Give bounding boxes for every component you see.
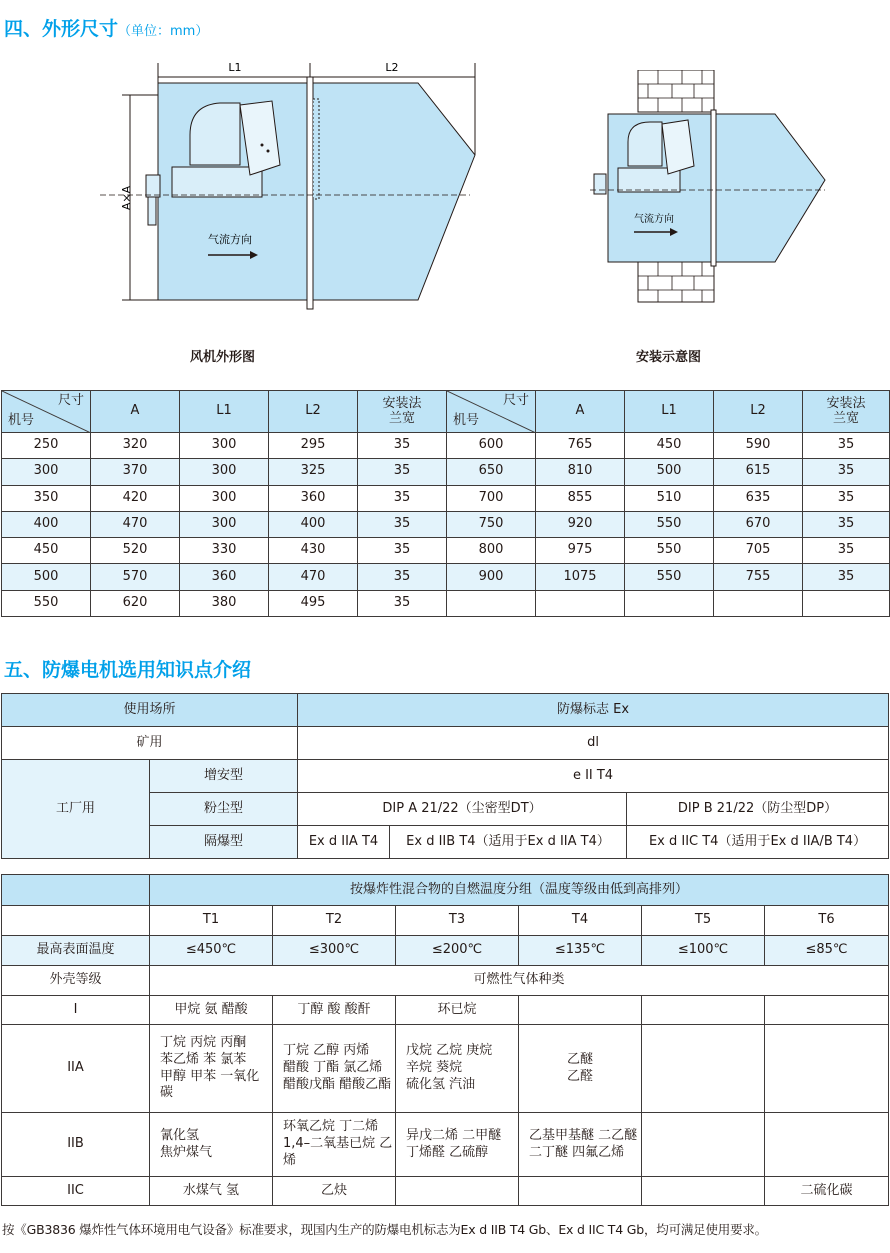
airflow-label-left: 气流方向 (208, 233, 252, 246)
cell-fp-c: Ex d IIC T4（适用于Ex d IIA/B T4） (627, 826, 889, 859)
shell-grade: I (2, 996, 150, 1025)
col-header-flange: 安装法兰宽 (358, 391, 447, 433)
table-cell: 450 (625, 433, 714, 459)
table-cell: 430 (269, 538, 358, 564)
shell-grade: IIA (2, 1025, 150, 1113)
gas-cell: 水煤气 氢 (150, 1177, 273, 1206)
table-cell: 635 (714, 485, 803, 511)
table-cell: 550 (625, 564, 714, 590)
ex-mark-table (1, 693, 889, 859)
gas-cell: 丁烷 乙醇 丙烯 醋酸 丁酯 氯乙烯 醋酸戊酯 醋酸乙酯 (273, 1025, 396, 1113)
table-row (2, 485, 890, 511)
table-cell: 705 (714, 538, 803, 564)
cell-dust-a: DIP A 21/22（尘密型DT） (298, 793, 627, 826)
gas-cell (765, 996, 889, 1025)
table-cell: 550 (625, 538, 714, 564)
corner-model-label: 机号 (453, 413, 480, 429)
class-corner (2, 906, 150, 936)
table-cell: 300 (2, 459, 91, 485)
table-cell: 470 (91, 511, 180, 537)
table-cell: 755 (714, 564, 803, 590)
table-cell: 360 (269, 485, 358, 511)
section4-title-text: 四、外形尺寸 (4, 18, 119, 40)
corner-header-right (447, 391, 536, 433)
cell-mine-mark: dl (298, 727, 889, 760)
gas-cell (642, 1025, 765, 1113)
table-cell: 750 (447, 511, 536, 537)
gas-cell: 乙醚 乙醛 (519, 1025, 642, 1113)
temp-class-t4: T4 (519, 906, 642, 936)
table-cell: 360 (180, 564, 269, 590)
table-cell: 35 (803, 564, 890, 590)
table-cell: 35 (358, 433, 447, 459)
caption-installation: 安装示意图 (636, 350, 702, 365)
table-cell: 300 (180, 511, 269, 537)
cell-increased-safety: 增安型 (150, 760, 298, 793)
table-cell: 35 (803, 459, 890, 485)
table-cell: 350 (2, 485, 91, 511)
corner-model-label: 机号 (8, 413, 35, 429)
cell-dust: 粉尘型 (150, 793, 298, 826)
table-row (2, 433, 890, 459)
table-cell (447, 590, 536, 616)
dim-axa-label: A×A (120, 185, 133, 211)
max-temp-value: ≤100℃ (642, 936, 765, 966)
header-use-place: 使用场所 (2, 694, 298, 727)
corner-header-left (2, 391, 91, 433)
col-header-a: A (536, 391, 625, 433)
temp-class-t6: T6 (765, 906, 889, 936)
caption-fan-outline: 风机外形图 (190, 350, 256, 365)
table-cell: 35 (358, 485, 447, 511)
gas-row (2, 1177, 889, 1206)
installation-drawing (590, 70, 850, 310)
max-temp-label: 最高表面温度 (2, 936, 150, 966)
table-cell: 975 (536, 538, 625, 564)
temp-class-t3: T3 (396, 906, 519, 936)
gas-cell: 乙基甲基醚 二乙醚 二丁醚 四氟乙烯 (519, 1113, 642, 1177)
table-row (2, 564, 890, 590)
table-cell: 35 (803, 433, 890, 459)
table-cell: 380 (180, 590, 269, 616)
table-cell: 320 (91, 433, 180, 459)
gas-cell (765, 1025, 889, 1113)
gas-cell (642, 1113, 765, 1177)
dim-l1-label: L1 (228, 61, 242, 74)
temp-class-t1: T1 (150, 906, 273, 936)
gas-cell: 丁烷 丙烷 丙酮 苯乙烯 苯 氯苯 甲醇 甲苯 一氧化碳 (150, 1025, 273, 1113)
col-header-l1: L1 (180, 391, 269, 433)
cell-dust-b: DIP B 21/22（防尘型DP） (627, 793, 889, 826)
cell-fp-a: Ex d IIA T4 (298, 826, 390, 859)
gas-cell: 甲烷 氨 醋酸 (150, 996, 273, 1025)
cell-mine: 矿用 (2, 727, 298, 760)
dim-l2-label: L2 (385, 61, 399, 74)
table-cell: 920 (536, 511, 625, 537)
gas-row (2, 996, 889, 1025)
table-cell: 620 (91, 590, 180, 616)
table-cell: 520 (91, 538, 180, 564)
gas-cell: 异戊二烯 二甲醚 丁烯醛 乙硫醇 (396, 1113, 519, 1177)
col-header-flange: 安装法兰宽 (803, 391, 890, 433)
table-cell: 550 (625, 511, 714, 537)
gas-cell (519, 1177, 642, 1206)
gas-cell: 丁醇 酸 酸酐 (273, 996, 396, 1025)
table-cell: 35 (358, 564, 447, 590)
shell-grade-label: 外壳等级 (2, 966, 150, 996)
table-cell: 500 (2, 564, 91, 590)
table-cell: 450 (2, 538, 91, 564)
table-cell: 35 (358, 590, 447, 616)
fan-outline-drawing (100, 55, 580, 325)
table-cell: 570 (91, 564, 180, 590)
table-row (2, 538, 890, 564)
table-cell (714, 590, 803, 616)
gas-row (2, 1113, 889, 1177)
table-row (2, 459, 890, 485)
table-cell: 295 (269, 433, 358, 459)
table-cell (625, 590, 714, 616)
temp-class-t5: T5 (642, 906, 765, 936)
airflow-label-right: 气流方向 (634, 214, 674, 225)
corner-size-label: 尺寸 (502, 393, 529, 408)
table-cell: 35 (358, 538, 447, 564)
table-cell: 370 (91, 459, 180, 485)
col-header-l2: L2 (269, 391, 358, 433)
group-title: 按爆炸性混合物的自燃温度分组（温度等级由低到高排列） (150, 875, 889, 906)
table-cell: 250 (2, 433, 91, 459)
cell-increased-mark: e II T4 (298, 760, 889, 793)
table-cell: 35 (803, 485, 890, 511)
table-cell: 300 (180, 485, 269, 511)
gas-cell: 二硫化碳 (765, 1177, 889, 1206)
table-cell: 500 (625, 459, 714, 485)
table-cell: 600 (447, 433, 536, 459)
table-cell: 855 (536, 485, 625, 511)
gas-cell (765, 1113, 889, 1177)
table-row (2, 590, 890, 616)
gas-cell: 环氧乙烷 丁二烯 1,4–二氧基已烷 乙烯 (273, 1113, 396, 1177)
table-cell: 470 (269, 564, 358, 590)
table-cell: 35 (803, 538, 890, 564)
table-cell: 670 (714, 511, 803, 537)
table-cell: 650 (447, 459, 536, 485)
gas-cell (519, 996, 642, 1025)
table-cell: 325 (269, 459, 358, 485)
gas-cell: 乙炔 (273, 1177, 396, 1206)
section4-unit: （单位：mm） (118, 24, 209, 39)
table-cell: 550 (2, 590, 91, 616)
gas-cell: 氰化氢 焦炉煤气 (150, 1113, 273, 1177)
col-header-l2: L2 (714, 391, 803, 433)
table-cell: 400 (269, 511, 358, 537)
footnote: 按《GB3836 爆炸性气体环境用电气设备》标准要求，现国内生产的防爆电机标志为Ex d IIB T4 Gb、Ex d IIC T4 Gb，均可满足使用要求。 (2, 1222, 767, 1237)
gas-row (2, 1025, 889, 1113)
cell-fp-b: Ex d IIB T4（适用于Ex d IIA T4） (390, 826, 627, 859)
table-cell (803, 590, 890, 616)
shell-grade: IIC (2, 1177, 150, 1206)
gas-cell: 戊烷 乙烷 庚烷 辛烷 葵烷 硫化氢 汽油 (396, 1025, 519, 1113)
group-corner (2, 875, 150, 906)
cell-flameproof: 隔爆型 (150, 826, 298, 859)
table-cell: 35 (358, 511, 447, 537)
cell-factory: 工厂用 (2, 760, 150, 859)
table-cell: 495 (269, 590, 358, 616)
table-cell: 300 (180, 433, 269, 459)
table-cell: 590 (714, 433, 803, 459)
table-cell: 35 (803, 511, 890, 537)
table-cell: 330 (180, 538, 269, 564)
max-temp-value: ≤450℃ (150, 936, 273, 966)
max-temp-value: ≤85℃ (765, 936, 889, 966)
col-header-a: A (91, 391, 180, 433)
temp-class-table (1, 874, 889, 1206)
table-cell: 615 (714, 459, 803, 485)
section4-title (4, 14, 208, 41)
section5-title: 五、防爆电机选用知识点介绍 (4, 659, 252, 681)
table-cell: 900 (447, 564, 536, 590)
gas-cell: 环已烷 (396, 996, 519, 1025)
gas-type-label: 可燃性气体种类 (150, 966, 889, 996)
table-cell: 810 (536, 459, 625, 485)
gas-cell (642, 1177, 765, 1206)
gas-cell (642, 996, 765, 1025)
table-cell (536, 590, 625, 616)
table-cell: 765 (536, 433, 625, 459)
dimension-table (1, 390, 890, 617)
table-cell: 510 (625, 485, 714, 511)
table-cell: 1075 (536, 564, 625, 590)
corner-size-label: 尺寸 (57, 393, 84, 408)
shell-grade: IIB (2, 1113, 150, 1177)
header-ex-mark: 防爆标志 Ex (298, 694, 889, 727)
table-cell: 300 (180, 459, 269, 485)
table-cell: 420 (91, 485, 180, 511)
max-temp-value: ≤200℃ (396, 936, 519, 966)
table-row (2, 511, 890, 537)
col-header-l1: L1 (625, 391, 714, 433)
temp-class-t2: T2 (273, 906, 396, 936)
gas-cell (396, 1177, 519, 1206)
table-cell: 35 (358, 459, 447, 485)
max-temp-value: ≤135℃ (519, 936, 642, 966)
table-cell: 800 (447, 538, 536, 564)
table-cell: 400 (2, 511, 91, 537)
max-temp-value: ≤300℃ (273, 936, 396, 966)
table-cell: 700 (447, 485, 536, 511)
